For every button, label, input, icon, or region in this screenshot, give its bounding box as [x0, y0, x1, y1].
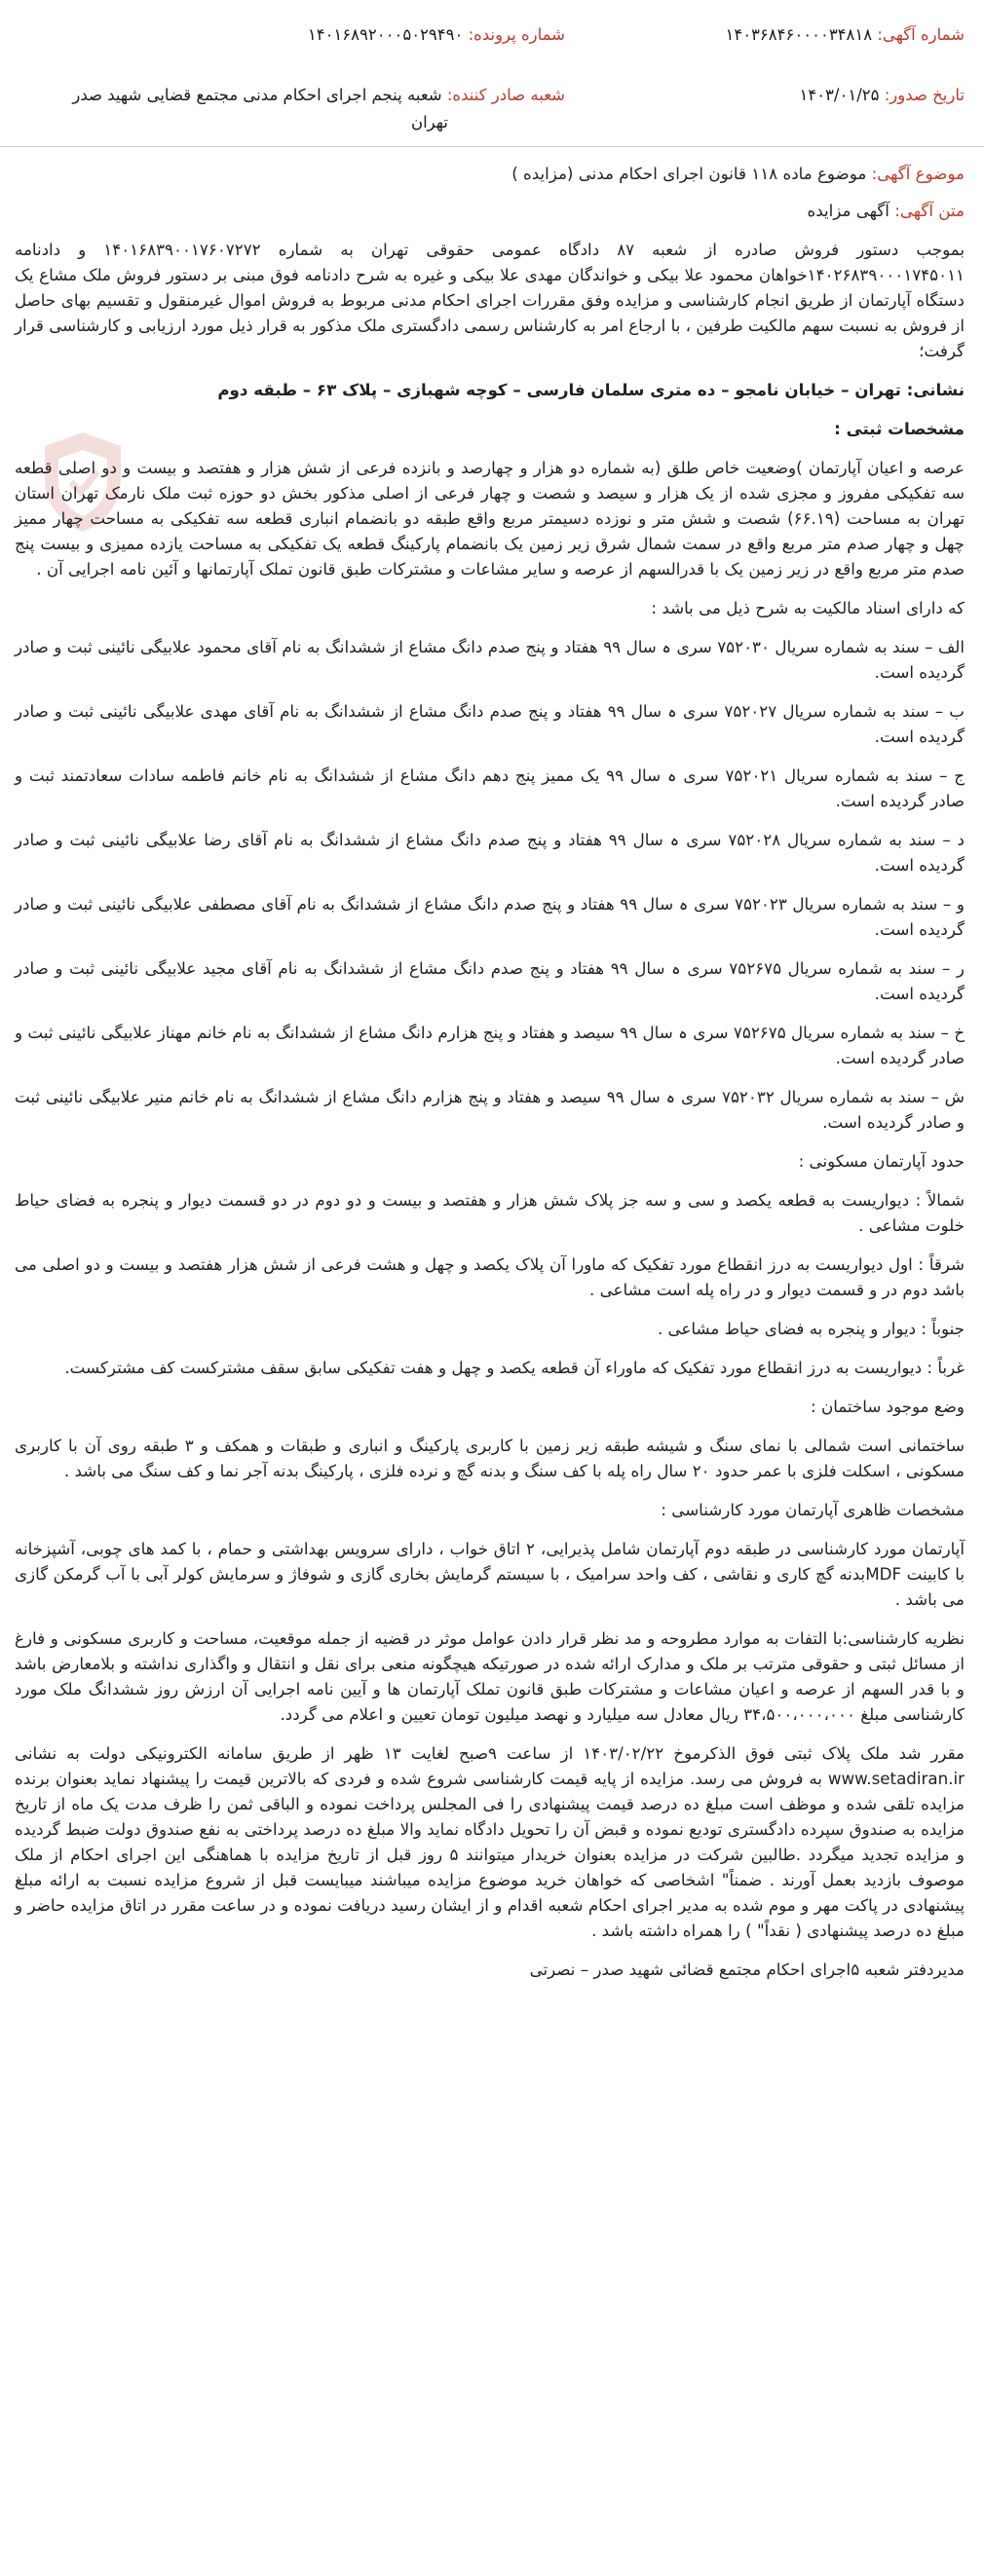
opinion-paragraph: نظریه کارشناسی:با التفات به موارد مطروحه و مد نظر قرار دادن عوامل موثر در قضیه از جمله موقعیت، مساحت و کاربری مسکونی و فارغ از مسائل ثبتی و حقوقی مترتب بر ملک و مدارک ارائه شده در صورتیکه هیچگونه منعی برای نقل و انتقال و واگذاری نداشته و بلامعارض باشد و با قدر السهم از عرصه و اعیان مشاعات و مشترکات طبق قانون تملک آپارتمان ها و آیین نامه اجرایی آن ارزش روز ششدانگ ملک مورد کارشناسی مبلغ ۳۴،۵۰۰،۰۰۰،۰۰۰ ریال معادل سه میلیارد و نهصد میلیون تومان تعیین و اعلام می گردد. [15, 1628, 965, 1724]
owner-item: ش – سند به شماره سریال ۷۵۲۰۳۲ سری ہ سال ۹۹ سیصد و هفتاد و پنج هزارم دانگ مشاع از ششدانگ به نام خانم منیر علابیگی نائینی ثبت و صادر گردیده است. [15, 1087, 965, 1132]
building-title: وضع موجود ساختمان : [811, 1397, 965, 1416]
bound-item: شرقاً : اول دیواریست به درز انقطاع مورد تفکیک که ماورا آن پلاک یکصد و چهل و هشت فرعی از شش هزار هفتصد و بیست و دو اصلی می باشد دوم در و قسمت دیوار و در راه پله است مشاعی . [15, 1254, 965, 1299]
owner-item: و – سند به شماره سریال ۷۵۲۰۲۳ سری ہ سال ۹۹ هفتاد و پنج صدم دانگ مشاع از ششدانگ به نام آقای مصطفی علابیگی نائینی ثبت و صادر گردیده است. [15, 894, 965, 939]
owner-item: ج – سند به شماره سریال ۷۵۲۰۲۱ سری ہ سال ۹۹ یک ممیز پنج دهم دانگ مشاع از ششدانگ به نام خانم فاطمه سادات سعادتمند ثبت و صادر گردیده است. [15, 765, 965, 810]
bound-item: غرباً : دیواریست به درز انقطاع مورد تفکیک که ماوراء آن قطعه یکصد و چهل و هفت تفکیکی سابق سقف مشترکست کف مشترکست. [64, 1358, 965, 1377]
notice-content [15, 161, 965, 1996]
header-divider [0, 146, 984, 147]
issuer-value-line1: شعبه پنجم اجرای احکام مدنی مجتمع قضایی شهید صدر [72, 86, 442, 104]
ad-number-field [725, 21, 965, 49]
owner-item: ب – سند به شماره سریال ۷۵۲۰۲۷ سری ہ سال ۹۹ هفتاد و پنج صدم دانگ مشاع از ششدانگ به نام آقای مهدی علابیگی نائینی ثبت و صادر گردیده است. [15, 701, 965, 746]
owner-item: د – سند به شماره سریال ۷۵۲۰۲۸ سری ہ سال ۹۹ هفتاد و پنج صدم دانگ مشاع از ششدانگ به نام آقای رضا علابیگی نائینی ثبت و صادر گردیده است. [15, 830, 965, 875]
file-number-label: شماره پرونده: [468, 25, 565, 44]
building-paragraph: ساختمانی است شمالی با نمای سنگ و شیشه طبقه زیر زمین با کاربری پارکینگ و انباری و طبقات و همکف و ۳ طبقه روی آن با کاربری مسکونی ، اسکلت فلزی با عمر حدود ۲۰ سال راه پله با کف سنگ و بدنه گچ و نرده فلزی ، پارکینگ بدنه آجر نما و کف سنگ می باشد . [15, 1436, 965, 1480]
specs-title: مشخصات ثبتی : [834, 419, 965, 438]
issue-date-field [799, 82, 965, 109]
issue-date-value: ۱۴۰۳/۰۱/۲۵ [799, 86, 880, 104]
ad-number-label: شماره آگهی: [877, 25, 965, 44]
issuer-field [19, 82, 565, 136]
owner-item: ر – سند به شماره سریال ۷۵۲۶۷۵ سری ہ سال ۹۹ هفتاد و پنج صدم دانگ مشاع از ششدانگ به نام آقای مجید علابیگی نائینی ثبت و صادر گردیده است. [15, 958, 965, 1003]
owner-item: خ – سند به شماره سریال ۷۵۲۶۷۵ سری ہ سال ۹۹ سیصد و هفتاد و پنج هزارم دانگ مشاع از ششدانگ به نام خانم مهناز علابیگی نائینی ثبت و صادر گردیده است. [15, 1023, 965, 1067]
issue-date-label: تاریخ صدور: [884, 86, 965, 104]
subject-text: موضوع ماده ۱۱۸ قانون اجرای احکام مدنی (مزایده ) [511, 164, 867, 183]
address-paragraph: نشانی: تهران – خیابان نامجو – ده متری سلمان فارسی – کوچه شهبازی – پلاک ۶۳ – طبقه دوم [217, 380, 965, 399]
notice-title [15, 198, 965, 223]
specs-paragraph: عرصه و اعیان آپارتمان )وضعیت خاص طلق (به شماره دو هزار و چهارصد و بانزده فرعی از شش هزار و هفتصد و بیست و دو اصلی قطعه سه تفکیکی مفروز و مجزی شده از یک هزار و سیصد و شصت و چهار فرعی از اصلی مذکور بخش دو حوزه ثبت ملک نارمک تهران استان تهران به مساحت (۶۶.۱۹) شصت و شش متر و نوزده دسیمتر مربع واقع طبقه دو بانضمام انباری قطعه سه تفکیکی به مساحت چهار ممیز چهل و چهار صدم متر مربع واقع در سمت شمال شرق زیر زمین یک بانضمام پارکینگ قطعه یک تفکیکی به مساحت یازده ممیزی و بیست پنج صدم متر مربع واقع در زیر زمین یک با قدرالسهم از عرصه و سایر مشاعات و مشترکات طبق قانون تملک آپارتمانها و آئین نامه اجرایی آن . [15, 458, 965, 579]
bounds-title: حدود آپارتمان مسکونی : [798, 1151, 965, 1171]
body-label: متن آگهی: [894, 201, 965, 220]
ownership-intro: که دارای اسناد مالکیت به شرح ذیل می باشد : [651, 598, 965, 617]
issuer-value-line2: تهران [410, 113, 448, 131]
subject-label: موضوع آگهی: [871, 164, 965, 183]
bound-item: شمالاً : دیواریست به قطعه یکصد و سی و سه جز پلاک شش هزار و هفتصد و بیست و دو دوم در دو قسمت دیوار و پنجره به فضای حیاط خلوت مشاعی . [15, 1190, 965, 1235]
expert-title: مشخصات ظاهری آپارتمان مورد کارشناسی : [661, 1500, 965, 1519]
body-title: آگهی مزایده [807, 201, 889, 220]
intro-paragraph: بموجب دستور فروش صادره از شعبه ۸۷ دادگاه عمومی حقوقی تهران به شماره ۱۴۰۱۶۸۳۹۰۰۱۷۶۰۷۲۷۲ و دادنامه ۱۴۰۲۶۸۳۹۰۰۰۱۷۴۵۰۱۱خواهان محمود علا بیکی و خواندگان مهدی علا بیکی و غیره به شرح دادنامه فوق مبنی بر دستور فروش ملک مشاع یک دستگاه آپارتمان از طریق انجام کارشناسی و مزایده وفق مقررات اجرای احکام مدنی مربوط به فروش اموال غیرمنقول و تقسیم بهای حاصل از فروش به نسبت سهم مالکیت طرفین ، با ارجاع امر به کارشناس رسمی دادگستری ملک مذکور به قرار ذیل مورد ارزیابی و کارشناسی قرار گرفت؛ [15, 240, 965, 360]
owner-item: الف – سند به شماره سریال ۷۵۲۰۳۰ سری ہ سال ۹۹ هفتاد و پنج صدم دانگ مشاع از ششدانگ به نام آقای محمود علابیگی نائینی ثبت و صادر گردیده است. [15, 637, 965, 682]
file-number-value: ۱۴۰۱۶۸۹۲۰۰۰۵۰۲۹۴۹۰ [307, 25, 464, 44]
bound-item: جنوباً : دیوار و پنجره به فضای حیاط مشاعی . [657, 1319, 965, 1338]
notice-header [0, 0, 984, 146]
signature-line: مدیردفتر شعبه ۵اجرای احکام مجتمع قضائی شهید صدر – نصرتی [529, 1960, 965, 1979]
notice-subject [15, 161, 965, 186]
file-number-field [308, 21, 565, 49]
ad-number-value: ۱۴۰۳۶۸۴۶۰۰۰۰۳۴۸۱۸ [725, 25, 873, 44]
auction-paragraph: مقرر شد ملک پلاک ثبتی فوق الذکرموخ ۱۴۰۳/۰۲/۲۲ از ساعت ۹صبح لغایت ۱۳ ظهر از طریق سامانه الکترونیکی دولت به نشانی www.setadiran.ir به فروش می رسد. مزایده از پایه قیمت کارشناسی شروع شده و فردی که بالاترین قیمت را پیشنهاد نماید بعنوان برنده مزایده تلقی شده و موظف است مبلغ ده درصد قیمت پیشنهادی را فی المجلس پرداخت نموده و الباقی ثمن را ظرف مدت یک ماه از تاریخ مزایده به صندوق سپرده دادگستری توديع نموده و قبض آن را تحویل دادگاه نماید والا مبلغ ده درصد پرداختی به نفع صندوق دولت ضبط گردیده و مزایده تجدید میگردد .طالبین شرکت در مزایده بعنوان خریدار میتوانند ۵ روز قبل از تاریخ مزایده با هماهنگی این اجرای احکام از ملک موصوف بازدید بعمل آورند . ضمناً" اشخاصی که خواهان خرید موضوع مزایده میباشند میبایست قبل از شروع مزایده نسبت به ارائه مبلغ پیشنهادی در پاکت مهر و موم شده به مدیر اجرای احکام شعبه اقدام و از ایشان رسید دریافت نموده و در ساعت مقرر در اتاق مزایده حاضر و مبلغ ده درصد پیشنهادی ( نقداً" ) را همراه داشته باشد . [15, 1743, 965, 1940]
expert-paragraph: آپارتمان مورد کارشناسی در طبقه دوم آپارتمان شامل پذیرایی، ۲ اتاق خواب ، دارای سرویس بهداشتی و حمام ، با کمد های چوبی، آشپزخانه با کابینت MDFبدنه گچ کاری و نقاشی ، کف واحد سرامیک ، با سیستم گرمایش بخاری گازی و شوفاژ و سرمایش کولر آبی با آب گرمکن گازی می باشد . [15, 1539, 965, 1609]
issuer-label: شعبه صادر کننده: [446, 86, 565, 104]
